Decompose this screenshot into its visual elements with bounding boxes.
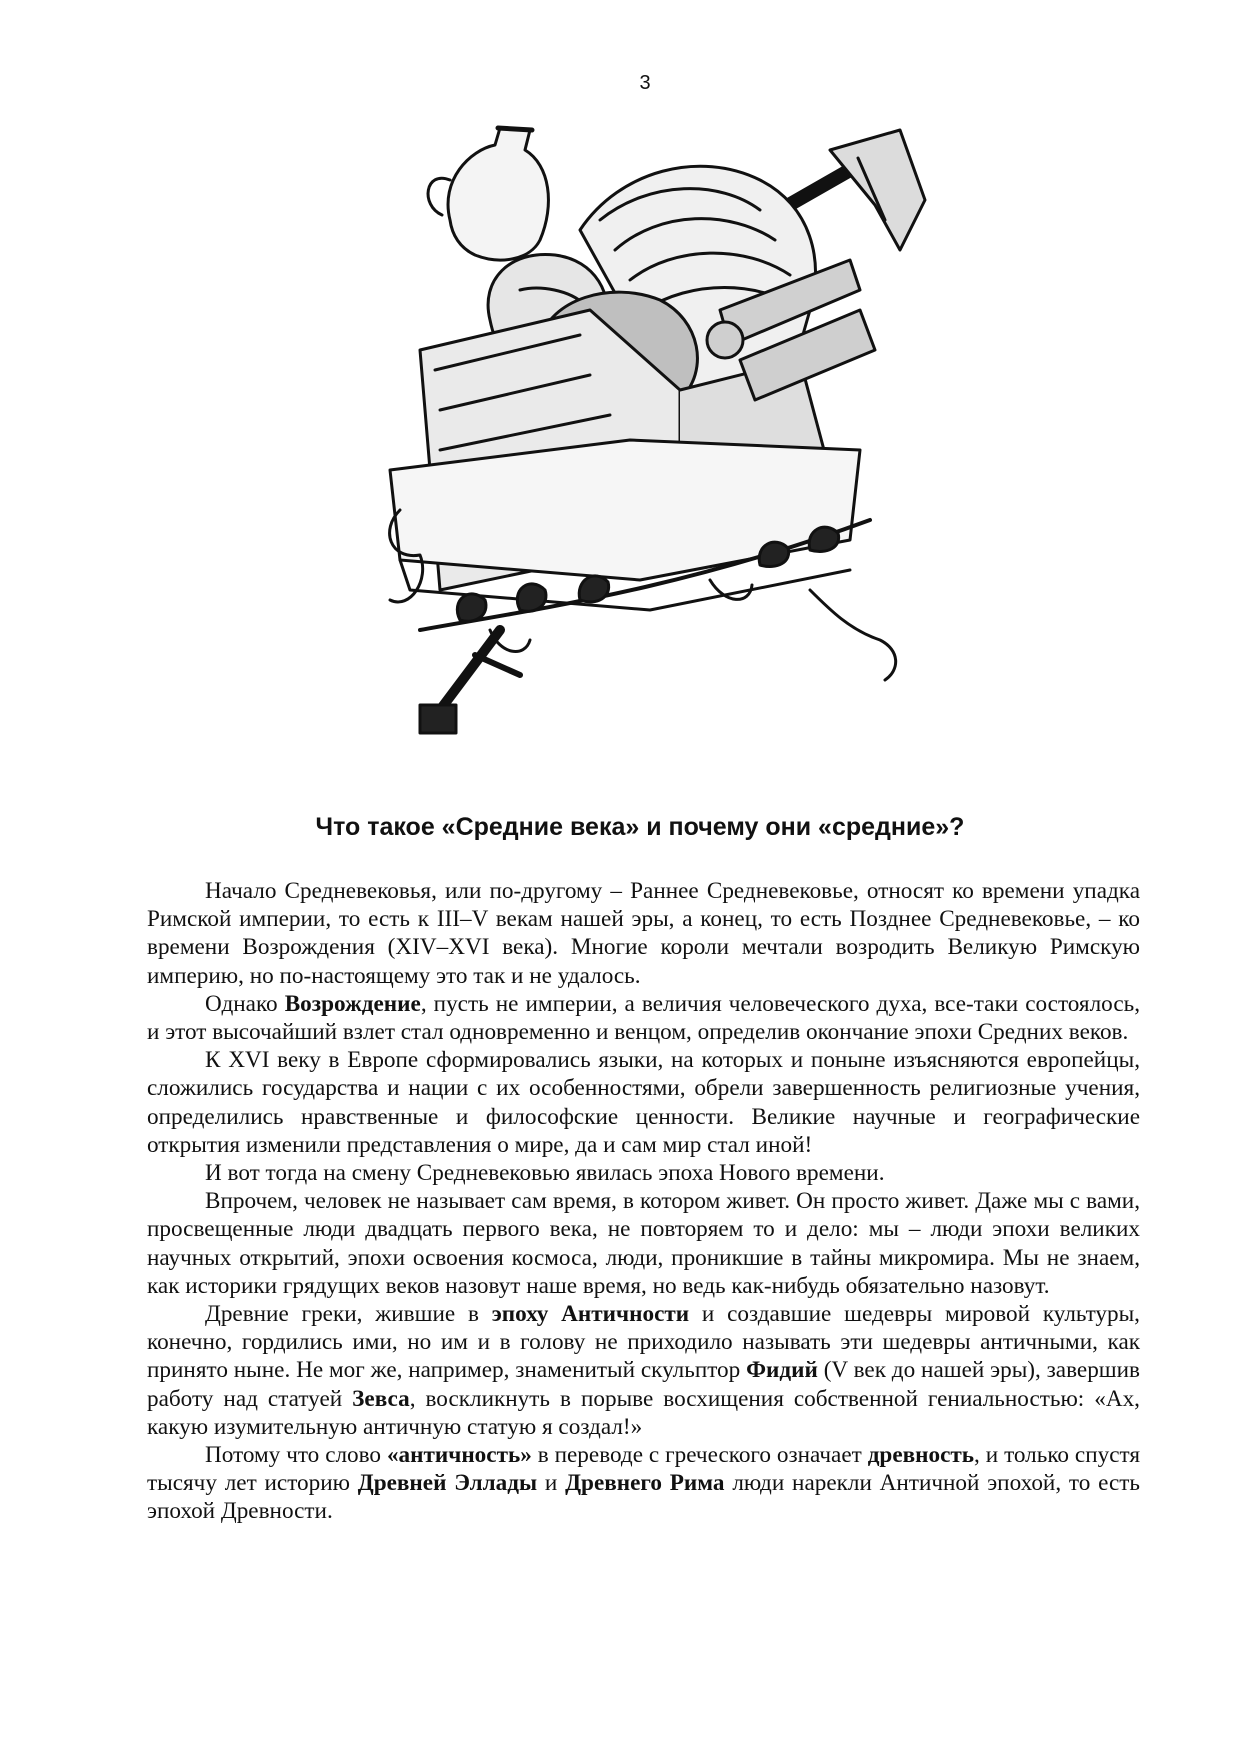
bold-term: «античность» xyxy=(386,1442,532,1469)
paragraph xyxy=(147,1441,1140,1526)
paragraph xyxy=(147,1046,1140,1159)
bold-term: Возрождение xyxy=(284,990,421,1017)
page-title: Что такое «Средние века» и почему они «средние»? xyxy=(315,813,965,841)
bold-term: Древней Эллады xyxy=(357,1470,538,1497)
text-run: , пусть не империи, а величия человеческого духа, все-таки состоялось, и этот высочайший взлет стал одновременно и венцом, определив окончание эпохи Средних веков. xyxy=(147,990,1140,1046)
text-run: и xyxy=(537,1470,566,1497)
bold-term: Фидий xyxy=(746,1357,818,1384)
bold-term: эпоху Античности xyxy=(491,1301,690,1328)
paragraph xyxy=(147,877,1140,990)
text-run: (V век до нашей эры), завершив работу над статуей xyxy=(147,1357,1141,1412)
text-run: , и только спустя тысячу лет историю xyxy=(147,1442,1140,1497)
text-run: Начало Средневековья, или по-другому – Раннее Средневековье, относят ко времени упадка Римской империи, то есть к III–V векам нашей эры, а конец, то есть Позднее Средневековье, – ко времени Возрождения (XIV–XVI века). Многие короли мечтали возродить Великую Римскую империю, но по-настоящему это так и не удалось. xyxy=(147,878,1140,989)
paragraph xyxy=(147,990,1140,1046)
bold-term: Зевса xyxy=(352,1385,410,1412)
text-run: Впрочем, человек не называет сам время, в котором живет. Он просто живет. Даже мы с вами, просвещенные люди двадцать первого века, не повторяем то и дело: мы – люди эпохи великих научных открытий, эпохи освоения космоса, люди, проникшие в тайны микромира. Мы не знаем, как историки грядущих веков назовут наше время, но ведь как-нибудь обязательно назовут. xyxy=(147,1188,1140,1299)
paragraph xyxy=(147,1159,1140,1187)
text-run: Потому что слово xyxy=(205,1442,387,1469)
paragraph xyxy=(147,1187,1140,1300)
paragraph xyxy=(147,1300,1140,1441)
text-run: И вот тогда на смену Средневековью явилась эпоха Нового времени. xyxy=(205,1160,885,1187)
text-run: люди нарекли Античной эпохой, то есть эпохой Древности. xyxy=(147,1470,1140,1525)
bold-term: Древнего Рима xyxy=(565,1470,725,1497)
page-number: 3 xyxy=(639,72,651,94)
text-run: , воскликнуть в порыве восхищения собственной гениальностью: «Ах, какую изумительную античную статую я создал!» xyxy=(147,1385,1140,1440)
text-run: Древние греки, жившие в xyxy=(205,1301,492,1328)
text-run: и создавшие шедевры мировой культуры, конечно, гордились ими, но им и в голову не приходило называть эти шедевры античными, как принято ныне. Не мог же, например, знаменитый скульптор xyxy=(147,1301,1140,1384)
text-run: в переводе с греческого означает xyxy=(531,1442,868,1469)
bold-term: древность xyxy=(867,1442,975,1469)
text-run: К XVI веку в Европе сформировались языки, на которых и поныне изъясняются европейцы, сложились государства и нации с их особенностями, обрели завершенность религиозные учения, определились нравственные и философские ценности. Великие научные и географические открытия изменили представления о мире, да и сам мир стал иной! xyxy=(147,1047,1140,1158)
article-body xyxy=(147,877,1140,1526)
antiquity-still-life-engraving-icon xyxy=(380,110,980,760)
text-run: Однако xyxy=(205,990,285,1017)
